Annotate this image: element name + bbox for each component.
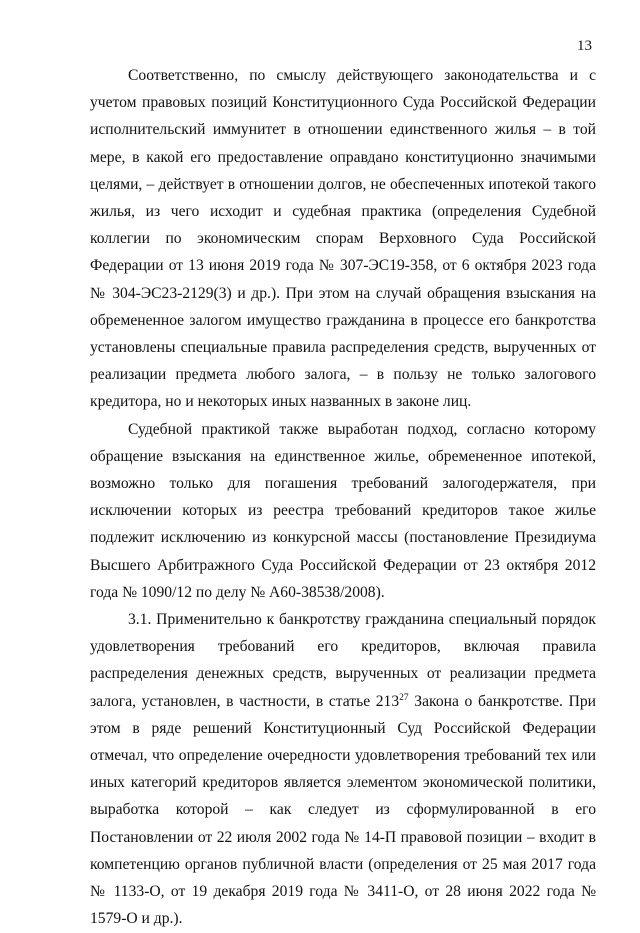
paragraph-judicial-practice: Судебной практикой также выработан подход, согласно которому обращение взыскания на единственное жилье, обремененное ипотекой, возможно только для погашения требований залогодержателя, при исключении которых из реестра требований кредиторов такое жилье подлежит исключению из конкурсной массы (постановление Президиума Высшего Арбитражного Суда Российской Федерации от 23 октября 2012 года № 1090/12 по делу № А60-38538/2008). — [90, 420, 596, 601]
paragraph-text-part: 3.1. Применительно к банкротству гражданина специальный порядок удовлетворения требований его кредиторов, включая правила распределения денежных средств, вырученных от реализации предмета залога, установлен, в частности, в статье 213 — [90, 611, 596, 710]
paragraph-section-3-1 — [90, 606, 596, 932]
document-body — [90, 62, 596, 933]
paragraph-execution-immunity: Соответственно, по смыслу действующего законодательства и с учетом правовых позиций Конституционного Суда Российской Федерации исполнительский иммунитет в отношении единственного жилья – в той мере, в какой его предоставление оправдано конституционно значимыми целями, – действует в отношении долгов, не обеспеченных ипотекой такого жилья, из чего исходит и судебная практика (определения Судебной коллегии по экономическим спорам Верховного Суда Российской Федерации от 13 июня 2019 года № 307-ЭС19-358, от 6 октября 2023 года № 304-ЭС23-2129(3) и др.). При этом на случай обращения взыскания на обремененное залогом имущество гражданина в процессе его банкротства установлены специальные правила распределения средств, вырученных от реализации предмета любого залога, – в пользу не только залогового кредитора, но и некоторых иных названных в законе лиц. — [90, 67, 596, 411]
article-superscript: 27 — [399, 692, 409, 703]
page-number: 13 — [577, 38, 592, 54]
paragraph-text-part: Закона о банкротстве. При этом в ряде решений Конституционный Суд Российской Федерации отмечал, что определение очередности удовлетворения требований тех или иных категорий кредиторов является элементом экономической политики, выработка которой – как следует из сформулированной в его Постановлении от 22 июля 2002 года № 14-П правовой позиции – входит в компетенцию органов публичной власти (определения от 25 мая 2017 года № 1133-О, от 19 декабря 2019 года № 3411-О, от 28 июня 2022 года № 1579-О и др.). — [90, 692, 596, 928]
